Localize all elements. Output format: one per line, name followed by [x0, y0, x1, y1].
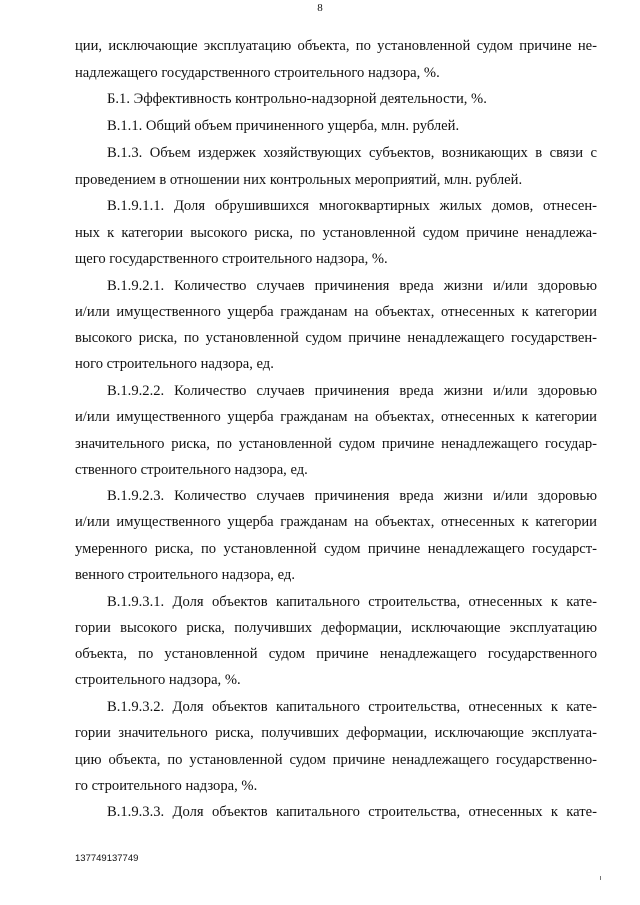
text-line: гории значительного риска, получивших деформации, исключающие эксплуата- — [75, 725, 597, 741]
text-line: В.1.9.3.2. Доля объектов капитального строительства, отнесенных к кате- — [107, 699, 597, 715]
text-line: В.1.9.2.2. Количество случаев причинения вреда жизни и/или здоровью — [107, 383, 597, 399]
text-line: В.1.1. Общий объем причиненного ущерба, млн. рублей. — [107, 118, 460, 134]
text-line: и/или имущественного ущерба гражданам на объектах, отнесенных к категории — [75, 409, 597, 425]
document-id: 137749137749 — [75, 853, 139, 864]
text-line: умеренного риска, по установленной судом причине ненадлежащего государст- — [75, 541, 597, 557]
page-number: 8 — [317, 2, 323, 14]
text-line: и/или имущественного ущерба гражданам на объектах, отнесенных к категории — [75, 304, 597, 320]
text-line: строительного надзора, %. — [75, 672, 241, 688]
text-line: ных к категории высокого риска, по установленной судом причине ненадлежа- — [75, 225, 597, 241]
text-line: щего государственного строительного надзора, %. — [75, 251, 388, 267]
text-line: Б.1. Эффективность контрольно-надзорной деятельности, %. — [107, 91, 487, 107]
text-line: В.1.9.2.1. Количество случаев причинения вреда жизни и/или здоровью — [107, 278, 597, 294]
text-line: проведением в отношении них контрольных мероприятий, млн. рублей. — [75, 172, 523, 188]
text-line: гории высокого риска, получивших деформации, исключающие эксплуатацию — [75, 620, 597, 636]
text-line: цию объекта, по установленной судом причине ненадлежащего государственно- — [75, 752, 597, 768]
text-line: венного строительного надзора, ед. — [75, 567, 295, 583]
text-line: В.1.3. Объем издержек хозяйствующих субъектов, возникающих в связи с — [107, 145, 597, 161]
text-line: В.1.9.1.1. Доля обрушившихся многоквартирных жилых домов, отнесен- — [107, 198, 597, 214]
text-line: ственного строительного надзора, ед. — [75, 462, 308, 478]
text-line: ции, исключающие эксплуатацию объекта, по установленной судом причине не- — [75, 38, 597, 54]
text-line: В.1.9.2.3. Количество случаев причинения вреда жизни и/или здоровью — [107, 488, 597, 504]
text-line: и/или имущественного ущерба гражданам на объектах, отнесенных к категории — [75, 514, 597, 530]
text-line: значительного риска, по установленной судом причине ненадлежащего государ- — [75, 436, 597, 452]
text-line: объекта, по установленной судом причине ненадлежащего государственного — [75, 646, 597, 662]
text-line: ного строительного надзора, ед. — [75, 356, 274, 372]
scan-mark — [600, 876, 601, 880]
text-line: го строительного надзора, %. — [75, 778, 258, 794]
text-line: надлежащего государственного строительного надзора, %. — [75, 65, 440, 81]
text-line: В.1.9.3.1. Доля объектов капитального строительства, отнесенных к кате- — [107, 594, 597, 610]
text-line: высокого риска, по установленной судом причине ненадлежащего государствен- — [75, 330, 597, 346]
text-line: В.1.9.3.3. Доля объектов капитального строительства, отнесенных к кате- — [107, 804, 597, 820]
